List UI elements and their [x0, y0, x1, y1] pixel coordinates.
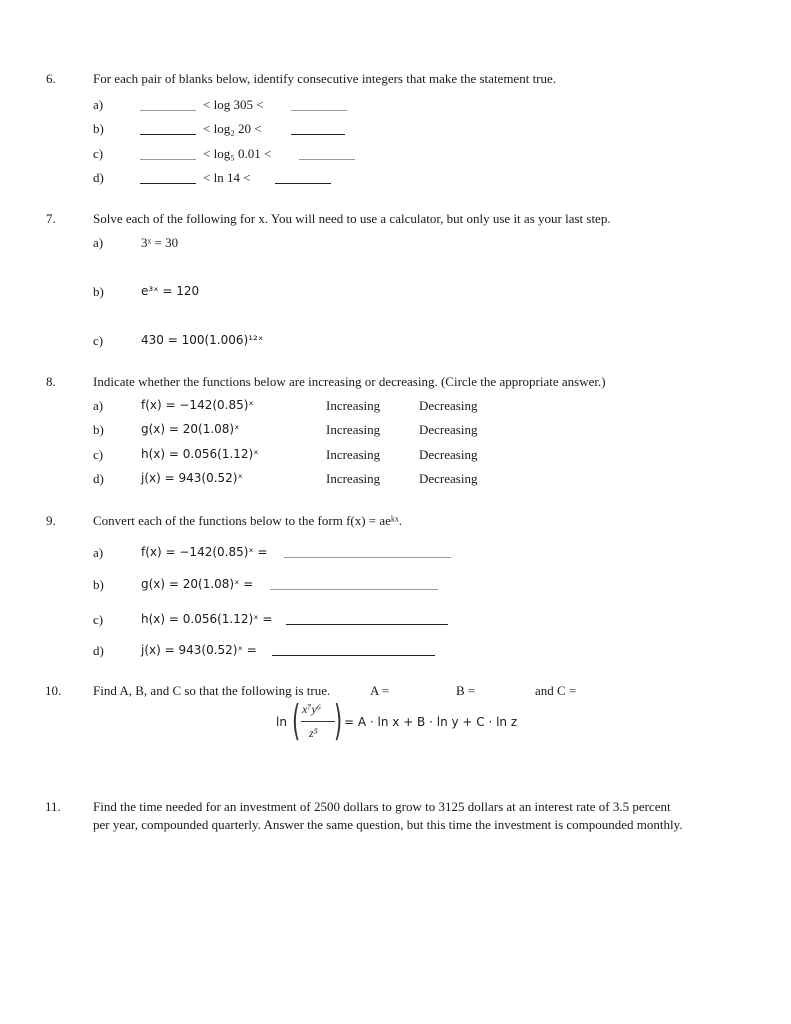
q6-b-expr: < log₂ 20 < — [203, 121, 262, 136]
q10-a-label: A = — [370, 683, 390, 698]
q8-d-expr: j(x) = 943(0.52)ˣ — [141, 471, 243, 485]
q8-c-increasing-option[interactable]: Increasing — [326, 447, 381, 462]
q11-number: 11. — [45, 799, 61, 814]
q8-prompt: Indicate whether the functions below are increasing or decreasing. (Circle the appropriate answer.) — [93, 374, 606, 389]
q6-a-expr: < log 305 < — [203, 97, 264, 112]
q9-prompt: Convert each of the functions below to the form f(x) = aeᵏˣ. — [93, 513, 403, 528]
q6-c-label: c) — [93, 146, 104, 161]
q9-a-answer-blank[interactable] — [284, 557, 451, 558]
q6-b-left-blank[interactable] — [140, 134, 196, 135]
q6-d-right-blank[interactable] — [275, 183, 331, 184]
q7-b-expr: e³ˣ = 120 — [141, 284, 200, 298]
q6-d-left-blank[interactable] — [140, 183, 196, 184]
q6-a-left-blank[interactable] — [140, 110, 196, 111]
q9-d-label: d) — [93, 643, 104, 658]
q10-right-paren: ) — [334, 696, 343, 745]
q6-a-right-blank[interactable] — [291, 110, 347, 111]
q9-b-expr: g(x) = 20(1.08)ˣ = — [141, 577, 254, 591]
q8-b-decreasing-option[interactable]: Decreasing — [419, 422, 478, 437]
q6-prompt: For each pair of blanks below, identify consecutive integers that make the statement true. — [93, 71, 557, 86]
q6-b-label: b) — [93, 121, 104, 136]
q10-ln: ln — [276, 715, 287, 729]
q7-prompt: Solve each of the following for x. You will need to use a calculator, but only use it as your last step. — [93, 211, 611, 226]
q8-a-decreasing-option[interactable]: Decreasing — [419, 398, 478, 413]
q6-c-left-blank[interactable] — [140, 159, 196, 160]
q7-c-label: c) — [93, 333, 104, 348]
q8-d-increasing-option[interactable]: Increasing — [326, 471, 381, 486]
q11-line2: per year, compounded quarterly. Answer the same question, but this time the investment is compounded monthly. — [93, 817, 683, 832]
q9-number: 9. — [46, 513, 56, 528]
q8-c-label: c) — [93, 447, 104, 462]
q10-b-label: B = — [456, 683, 476, 698]
q6-a-label: a) — [93, 97, 104, 112]
q7-b-label: b) — [93, 284, 104, 299]
q8-b-increasing-option[interactable]: Increasing — [326, 422, 381, 437]
q6-c-right-blank[interactable] — [299, 159, 355, 160]
q10-c-label: and C = — [535, 683, 577, 698]
q7-a-label: a) — [93, 235, 104, 250]
q6-d-label: d) — [93, 170, 104, 185]
q10-prompt: Find A, B, and C so that the following is true. — [93, 683, 331, 698]
q8-a-increasing-option[interactable]: Increasing — [326, 398, 381, 413]
q9-a-label: a) — [93, 545, 104, 560]
q8-number: 8. — [46, 374, 56, 389]
q7-c-expr: 430 = 100(1.006)¹²ˣ — [141, 333, 264, 347]
q9-b-answer-blank[interactable] — [270, 589, 438, 590]
q8-a-expr: f(x) = −142(0.85)ˣ — [141, 398, 254, 412]
q10-rhs: = A · ln x + B · ln y + C · ln z — [344, 715, 518, 729]
q6-c-expr: < log₅ 0.01 < — [203, 146, 272, 161]
q9-c-label: c) — [93, 612, 104, 627]
q8-a-label: a) — [93, 398, 104, 413]
q6-b-right-blank[interactable] — [291, 134, 345, 135]
q9-c-expr: h(x) = 0.056(1.12)ˣ = — [141, 612, 273, 626]
q9-d-expr: j(x) = 943(0.52)ˣ = — [141, 643, 257, 657]
q7-a-expr: 3ˣ = 30 — [141, 235, 179, 250]
q9-c-answer-blank[interactable] — [286, 624, 448, 625]
q10-denominator: z⁵ — [309, 726, 318, 740]
q8-b-expr: g(x) = 20(1.08)ˣ — [141, 422, 240, 436]
q9-b-label: b) — [93, 577, 104, 592]
q10-left-paren: ( — [292, 696, 301, 745]
q8-c-decreasing-option[interactable]: Decreasing — [419, 447, 478, 462]
q11-line1: Find the time needed for an investment of 2500 dollars to grow to 3125 dollars at an interest rate of 3.5 percent — [93, 799, 671, 814]
q8-c-expr: h(x) = 0.056(1.12)ˣ — [141, 447, 259, 461]
q6-number: 6. — [46, 71, 56, 86]
q7-number: 7. — [46, 211, 56, 226]
q10-numerator: x⁷y⁶ — [302, 702, 321, 716]
q10-fraction-bar — [301, 721, 335, 722]
q9-a-expr: f(x) = −142(0.85)ˣ = — [141, 545, 268, 559]
q8-d-decreasing-option[interactable]: Decreasing — [419, 471, 478, 486]
q6-d-expr: < ln 14 < — [203, 170, 251, 185]
q10-number: 10. — [45, 683, 62, 698]
q8-d-label: d) — [93, 471, 104, 486]
q8-b-label: b) — [93, 422, 104, 437]
q9-d-answer-blank[interactable] — [272, 655, 435, 656]
